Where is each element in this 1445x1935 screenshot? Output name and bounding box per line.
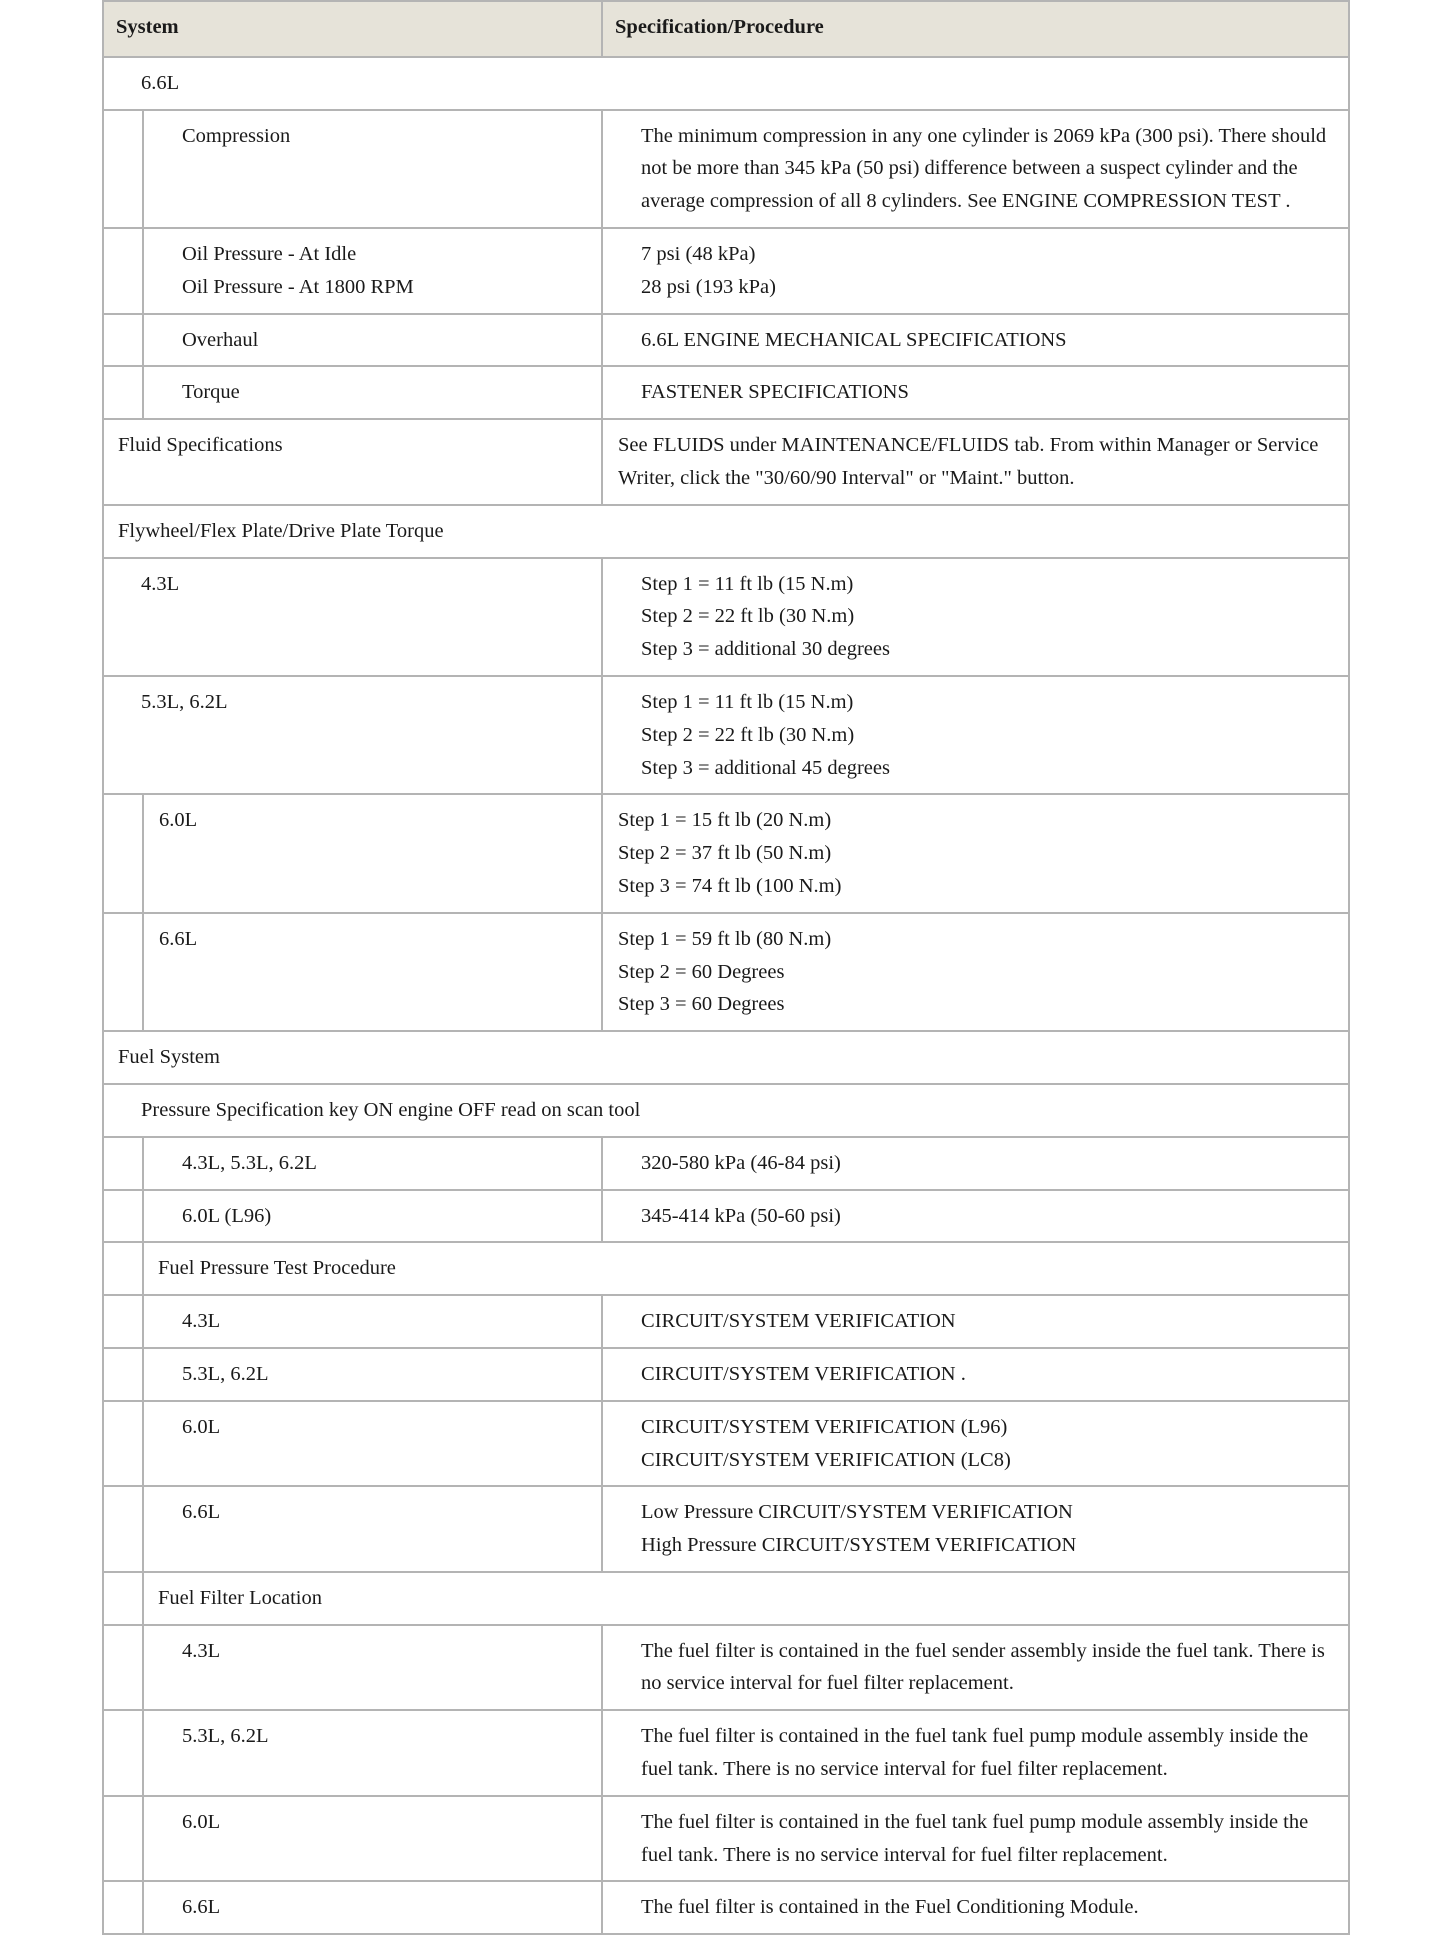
system-cell <box>103 419 602 505</box>
system-column-header: System <box>103 1 602 57</box>
system-cell <box>143 1401 602 1487</box>
spec-text: Step 1 = 59 ft lb (80 N.m) <box>618 927 832 950</box>
indent-spacer <box>103 228 143 314</box>
spec-cell <box>602 110 1349 228</box>
spec-text: FASTENER SPECIFICATIONS <box>641 381 909 404</box>
spec-cell <box>602 558 1349 676</box>
system-text: 6.6L <box>159 927 198 950</box>
table-row <box>103 1881 1349 1934</box>
spec-text: High Pressure CIRCUIT/SYSTEM VERIFICATION <box>641 1534 1077 1557</box>
spec-text: Step 1 = 11 ft lb (15 N.m) <box>641 572 854 595</box>
table-row <box>103 1295 1349 1348</box>
system-text: 5.3L, 6.2L <box>182 1362 269 1385</box>
table-row <box>103 794 1349 912</box>
spec-text: Step 3 = additional 30 degrees <box>641 638 890 661</box>
spec-text: See FLUIDS under MAINTENANCE/FLUIDS tab. From within Manager or Service Writer, click the "30/60/90 Interval" or "Maint." button. <box>618 434 1319 489</box>
system-cell <box>143 1796 602 1882</box>
spec-text: CIRCUIT/SYSTEM VERIFICATION <box>641 1310 956 1333</box>
spec-text: The fuel filter is contained in the fuel tank fuel pump module assembly inside the fuel tank. There is no service interval for fuel filter replacement. <box>641 1810 1309 1866</box>
table-row <box>103 314 1349 367</box>
indent-spacer <box>103 1137 143 1190</box>
spec-cell <box>602 1796 1349 1882</box>
table-row <box>103 1625 1349 1711</box>
spec-cell <box>602 1137 1349 1190</box>
indent-spacer <box>103 1190 143 1243</box>
spec-cell <box>602 228 1349 314</box>
spec-text: Step 1 = 11 ft lb (15 N.m) <box>641 690 854 713</box>
specification-table <box>102 0 1350 1935</box>
system-cell <box>143 366 602 419</box>
spec-text: CIRCUIT/SYSTEM VERIFICATION (LC8) <box>641 1448 1011 1471</box>
system-text: Overhaul <box>182 328 259 351</box>
section-label: Fuel Filter Location <box>143 1572 1349 1625</box>
section-label: Pressure Specification key ON engine OFF read on scan tool <box>103 1084 1349 1137</box>
table-row <box>103 1137 1349 1190</box>
section-label: Flywheel/Flex Plate/Drive Plate Torque <box>103 505 1349 558</box>
spec-cell <box>602 794 1349 912</box>
section-row <box>103 1031 1349 1084</box>
system-text: Fluid Specifications <box>118 434 283 457</box>
system-cell <box>143 1190 602 1243</box>
section-row <box>103 57 1349 110</box>
indent-spacer <box>103 1796 143 1882</box>
system-cell <box>143 1295 602 1348</box>
system-text: 6.0L <box>182 1810 221 1833</box>
indent-spacer <box>103 913 143 1031</box>
spec-cell <box>602 1348 1349 1401</box>
system-text: Compression <box>182 124 291 147</box>
spec-cell <box>602 1401 1349 1487</box>
system-cell <box>143 1486 602 1572</box>
table-row <box>103 913 1349 1031</box>
spec-cell <box>602 913 1349 1031</box>
system-cell <box>143 1348 602 1401</box>
indent-spacer <box>103 1710 143 1796</box>
spec-text: Step 2 = 22 ft lb (30 N.m) <box>641 605 855 628</box>
indent-spacer <box>103 110 143 228</box>
spec-text: CIRCUIT/SYSTEM VERIFICATION (L96) <box>641 1415 1008 1438</box>
spec-text: The fuel filter is contained in the Fuel Conditioning Module. <box>641 1896 1139 1919</box>
spec-text: 320-580 kPa (46-84 psi) <box>641 1151 841 1174</box>
system-text: 6.6L <box>182 1896 221 1919</box>
system-cell <box>143 794 602 912</box>
spec-text: Step 1 = 15 ft lb (20 N.m) <box>618 809 832 832</box>
spec-text: 28 psi (193 kPa) <box>641 275 776 298</box>
spec-text: 7 psi (48 kPa) <box>641 242 756 265</box>
section-row <box>103 1084 1349 1137</box>
section-row <box>103 1242 1349 1295</box>
table-row <box>103 1190 1349 1243</box>
spec-cell <box>602 1486 1349 1572</box>
spec-text: Step 3 = additional 45 degrees <box>641 756 890 779</box>
spec-text: Step 2 = 37 ft lb (50 N.m) <box>618 842 832 865</box>
spec-cell <box>602 1625 1349 1711</box>
system-text: 5.3L, 6.2L <box>182 1725 269 1748</box>
system-cell <box>143 228 602 314</box>
table-row <box>103 228 1349 314</box>
system-text: Oil Pressure - At Idle <box>182 242 357 265</box>
spec-cell <box>602 366 1349 419</box>
section-row <box>103 1572 1349 1625</box>
system-text: 6.0L (L96) <box>182 1204 272 1227</box>
indent-spacer <box>103 366 143 419</box>
spec-text: Step 2 = 22 ft lb (30 N.m) <box>641 723 855 746</box>
system-text: 4.3L <box>182 1310 221 1333</box>
spec-cell <box>602 1881 1349 1934</box>
table-row <box>103 1796 1349 1882</box>
system-cell <box>143 1137 602 1190</box>
indent-spacer <box>103 1401 143 1487</box>
spec-cell <box>602 676 1349 794</box>
section-label: Fuel Pressure Test Procedure <box>143 1242 1349 1295</box>
spec-text: Step 3 = 74 ft lb (100 N.m) <box>618 874 842 897</box>
system-text: 6.6L <box>182 1501 221 1524</box>
system-text: 4.3L, 5.3L, 6.2L <box>182 1151 317 1174</box>
indent-spacer <box>103 1625 143 1711</box>
spec-cell <box>602 1295 1349 1348</box>
indent-spacer <box>103 314 143 367</box>
spec-text: The minimum compression in any one cylinder is 2069 kPa (300 psi). There should not be more than 345 kPa (50 psi) difference between a suspect cylinder and the average compression of all 8 cylinders. See ENGINE COMPRESSION TEST . <box>641 124 1327 213</box>
table-row <box>103 419 1349 505</box>
section-row <box>103 505 1349 558</box>
system-text: 6.0L <box>182 1415 221 1438</box>
table-row <box>103 1710 1349 1796</box>
spec-text: Step 3 = 60 Degrees <box>618 993 785 1016</box>
system-cell <box>143 1881 602 1934</box>
system-text: 5.3L, 6.2L <box>141 690 228 713</box>
table-row <box>103 558 1349 676</box>
indent-spacer <box>103 1486 143 1572</box>
indent-spacer <box>103 794 143 912</box>
system-text: Oil Pressure - At 1800 RPM <box>182 275 414 298</box>
table-row <box>103 1486 1349 1572</box>
indent-spacer <box>103 1242 143 1295</box>
section-label: Fuel System <box>103 1031 1349 1084</box>
indent-spacer <box>103 1348 143 1401</box>
spec-cell <box>602 1710 1349 1796</box>
spec-text: The fuel filter is contained in the fuel sender assembly inside the fuel tank. There is no service interval for fuel filter replacement. <box>641 1639 1325 1695</box>
system-cell <box>103 558 602 676</box>
system-cell <box>103 676 602 794</box>
spec-text: Low Pressure CIRCUIT/SYSTEM VERIFICATION <box>641 1501 1073 1524</box>
spec-text: The fuel filter is contained in the fuel tank fuel pump module assembly inside the fuel tank. There is no service interval for fuel filter replacement. <box>641 1725 1309 1781</box>
table-header-row <box>103 1 1349 57</box>
system-cell <box>143 1625 602 1711</box>
system-cell <box>143 913 602 1031</box>
indent-spacer <box>103 1295 143 1348</box>
system-cell <box>143 314 602 367</box>
indent-spacer <box>103 1572 143 1625</box>
spec-text: CIRCUIT/SYSTEM VERIFICATION . <box>641 1362 966 1385</box>
table-row <box>103 676 1349 794</box>
table-row <box>103 366 1349 419</box>
table-row <box>103 1348 1349 1401</box>
table-row <box>103 1401 1349 1487</box>
spec-text: Step 2 = 60 Degrees <box>618 960 785 983</box>
system-text: 4.3L <box>182 1639 221 1662</box>
spec-text: 6.6L ENGINE MECHANICAL SPECIFICATIONS <box>641 328 1067 351</box>
spec-cell <box>602 1190 1349 1243</box>
section-label: 6.6L <box>103 57 1349 110</box>
system-cell <box>143 110 602 228</box>
spec-cell <box>602 419 1349 505</box>
system-text: Torque <box>182 381 240 404</box>
spec-column-header: Specification/Procedure <box>602 1 1349 57</box>
indent-spacer <box>103 1881 143 1934</box>
spec-text: 345-414 kPa (50-60 psi) <box>641 1204 841 1227</box>
spec-cell <box>602 314 1349 367</box>
system-text: 4.3L <box>141 572 180 595</box>
system-text: 6.0L <box>159 809 198 832</box>
system-cell <box>143 1710 602 1796</box>
table-row <box>103 110 1349 228</box>
